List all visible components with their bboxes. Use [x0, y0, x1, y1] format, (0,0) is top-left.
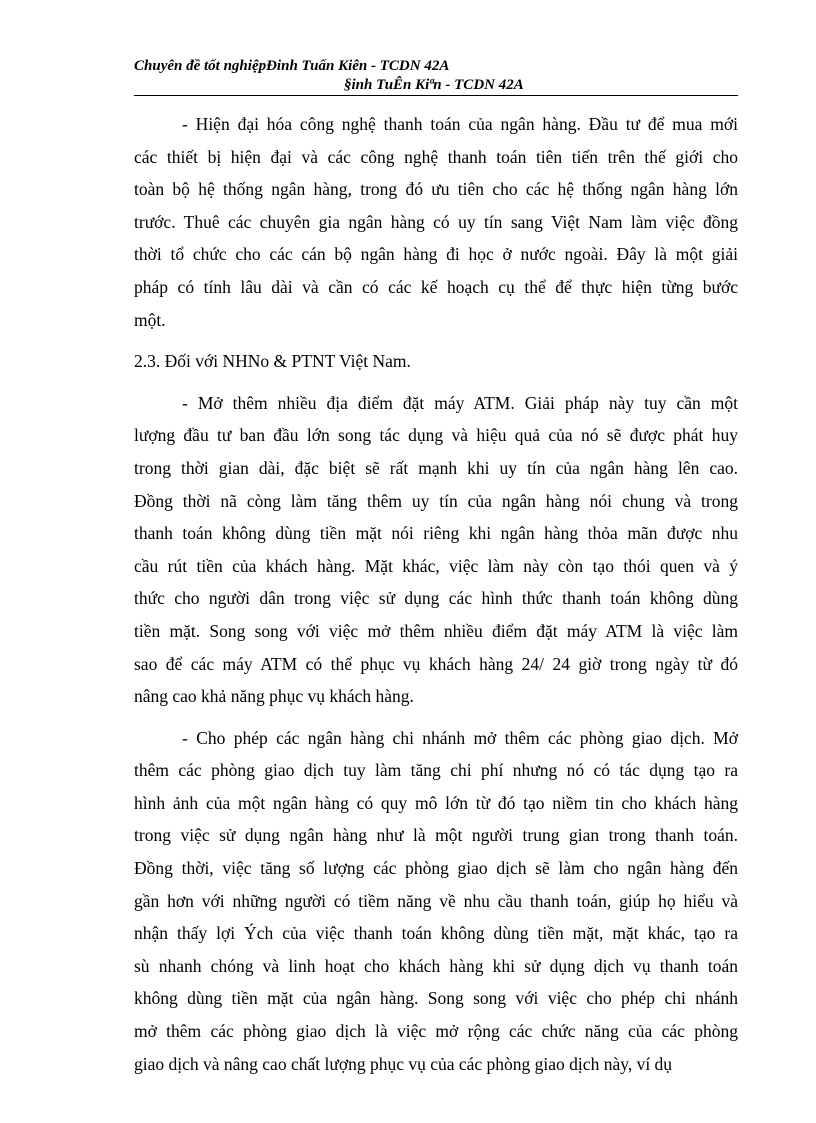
paragraph-line: - Cho phép các ngân hàng chi nhánh mở thêm các phòng giao dịch. Mở	[182, 727, 738, 748]
paragraph-line: trước. Thuê các chuyên gia ngân hàng có uy tín sang Việt Nam làm việc đồng	[134, 211, 738, 232]
paragraph-modernization	[134, 108, 738, 336]
paragraph-line: trong thời gian dài, đặc biệt sẽ rất mạnh khi uy tín của ngân hàng lên cao.	[134, 457, 738, 478]
paragraph-line: thức cho người dân trong việc sử dụng các hình thức thanh toán không dùng	[134, 588, 738, 609]
paragraph-line: tiền mặt. Song song với việc mở thêm nhiều điểm đặt máy ATM là việc làm	[134, 620, 738, 641]
paragraph-line: các thiết bị hiện đại và các công nghệ thanh toán tiên tiến trên thế giới cho	[134, 146, 738, 167]
paragraph-line: Đồng thời, việc tăng số lượng các phòng giao dịch sẽ làm cho ngân hàng đến	[134, 858, 738, 879]
paragraph-line: thời tổ chức cho các cán bộ ngân hàng đi học ở nước ngoài. Đây là một giải	[134, 244, 738, 265]
paragraph-line: giao dịch và nâng cao chất lượng phục vụ của các phòng giao dịch này, ví dụ	[134, 1053, 673, 1074]
paragraph-line: - Mở thêm nhiều địa điểm đặt máy ATM. Giải pháp này tuy cần một	[182, 392, 738, 413]
paragraph-line: hình ảnh của một ngân hàng có quy mô lớn từ đó tạo niềm tin cho khách hàng	[134, 792, 738, 813]
paragraph-line: pháp có tính lâu dài và cần có các kế hoạch cụ thể để thực hiện từng bước	[134, 276, 738, 297]
document-body	[134, 108, 738, 1089]
paragraph-line: mở thêm các phòng giao dịch là việc mở rộng các chức năng của các phòng	[134, 1021, 738, 1042]
paragraph-line: sao để các máy ATM có thể phục vụ khách hàng 24/ 24 giờ trong ngày từ đó	[134, 653, 738, 674]
paragraph-line: nâng cao khả năng phục vụ khách hàng.	[134, 686, 414, 707]
header-title: Chuyên đề tốt nghiệpĐinh Tuấn Kiên - TCDN 42A	[134, 58, 450, 74]
paragraph-line: thanh toán không dùng tiền mặt nói riêng khi ngân hàng thỏa mãn được nhu	[134, 523, 738, 544]
paragraph-line: Đồng thời nã còng làm tăng thêm uy tín của ngân hàng nói chung và trong	[134, 490, 738, 511]
paragraph-line: nhận thấy lợi Ých của việc thanh toán không dùng tiền mặt, mặt khác, tạo ra	[134, 923, 738, 944]
paragraph-line: một.	[134, 309, 166, 330]
paragraph-line: gần hơn với những người có tiềm năng về nhu cầu thanh toán, giúp họ hiểu và	[134, 890, 738, 911]
paragraph-line: cầu rút tiền của khách hàng. Mặt khác, việc làm này còn tạo thói quen và ý	[134, 555, 738, 576]
paragraph-line: sù nhanh chóng và linh hoạt cho khách hàng khi sử dụng dịch vụ thanh toán	[134, 955, 738, 976]
paragraph-branches	[134, 722, 738, 1081]
paragraph-line: không dùng tiền mặt của ngân hàng. Song song với việc cho phép chi nhánh	[134, 988, 738, 1009]
section-heading: 2.3. Đối với NHNo & PTNT Việt Nam.	[134, 351, 411, 372]
paragraph-line: trong việc sử dụng ngân hàng như là một người trung gian trong thanh toán.	[134, 825, 738, 846]
page-header	[134, 56, 738, 96]
paragraph-line: thêm các phòng giao dịch tuy làm tăng chi phí nhưng nó có tác dụng tạo ra	[134, 760, 738, 781]
paragraph-atm	[134, 387, 738, 713]
paragraph-line: toàn bộ hệ thống ngân hàng, trong đó ưu tiên cho các hệ thống ngân hàng lớn	[134, 179, 738, 200]
paragraph-line: lượng đầu tư ban đầu lớn song tác dụng và hiệu quả của nó sẽ được phát huy	[134, 425, 738, 446]
paragraph-line: - Hiện đại hóa công nghệ thanh toán của ngân hàng. Đầu tư để mua mới	[182, 114, 738, 134]
header-title-garbled: §inh TuÊn Kiªn - TCDN 42A	[134, 76, 738, 96]
